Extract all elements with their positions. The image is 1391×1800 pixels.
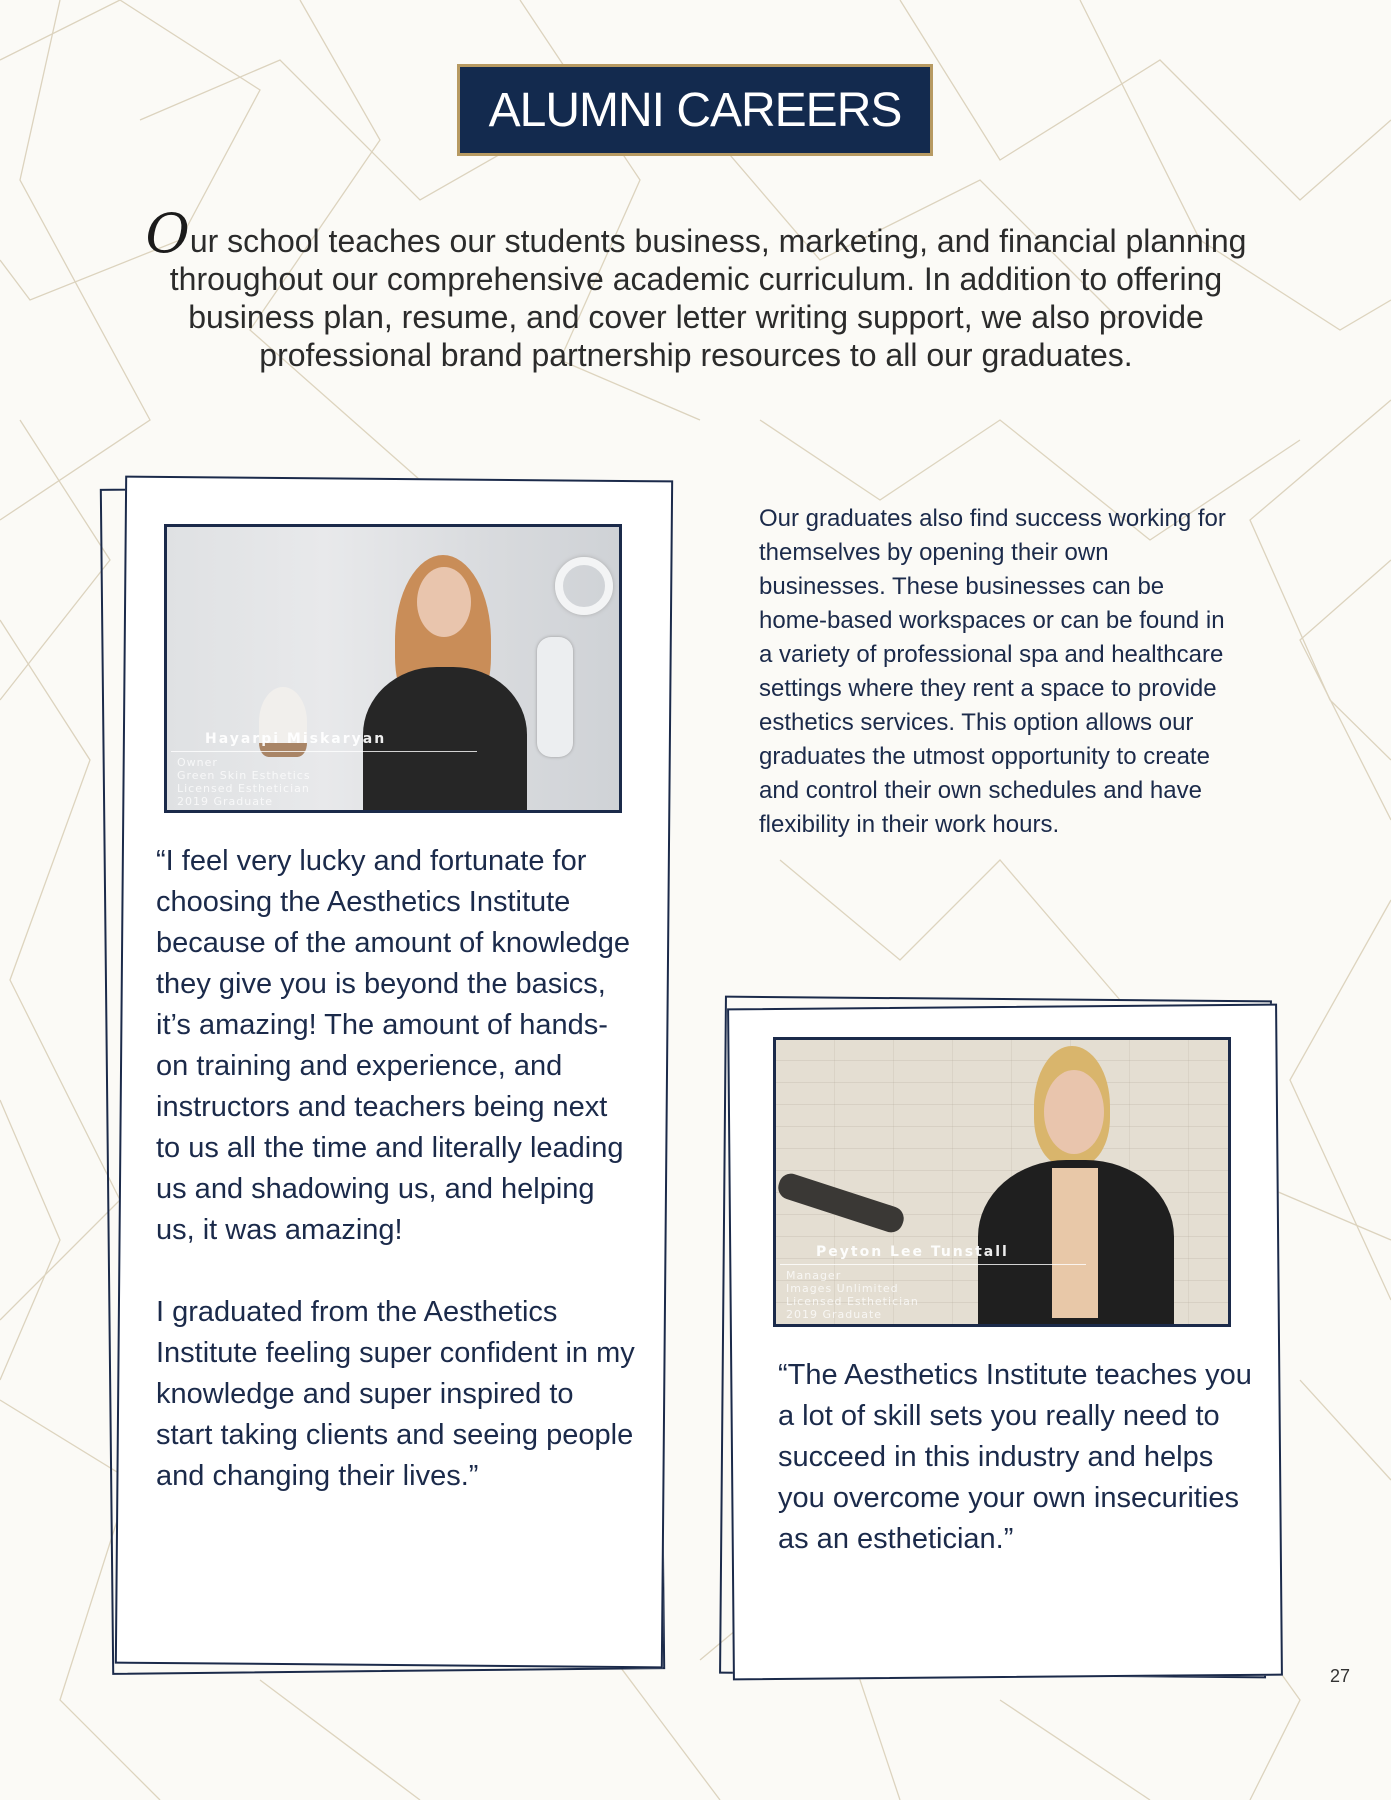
caption-license: Licensed Esthetician xyxy=(786,1295,919,1308)
caption-rule xyxy=(171,751,477,752)
caption-company: Green Skin Esthetics xyxy=(177,769,311,782)
quote-1-paragraph-1: “I feel very lucky and fortunate for choosing the Aesthetics Institute because of the amount of knowledge they give you is beyond the basics, it’s amazing! The amount of hands-on training and experience, and instructors and teachers being next to us all the time and literally leading us and shadowing us, and helping us, it was amazing! xyxy=(156,845,630,1246)
caption-graduate-year: 2019 Graduate xyxy=(177,795,274,808)
equipment-arm xyxy=(775,1171,907,1236)
lamp-icon xyxy=(555,557,613,615)
title-banner xyxy=(457,64,933,156)
graduate-business-paragraph: Our graduates also find success working for themselves by opening their own businesses. These businesses can be home-based workspaces or can be found in a variety of professional spa and healthcare settings where they rent a space to provide esthetics services. This option allows our graduates the utmost opportunity to create and control their own schedules and have flexibility in their work hours. xyxy=(759,505,1226,838)
caption-graduate-year: 2019 Graduate xyxy=(786,1308,883,1321)
quote-1-paragraph-2: I graduated from the Aesthetics Institute feeling super confident in my knowledge and super inspired to start taking clients and seeing people and changing their lives.” xyxy=(156,1296,635,1492)
photo-caption-1 xyxy=(177,731,477,808)
page-number: 27 xyxy=(1330,1666,1351,1686)
person-face xyxy=(1044,1070,1104,1154)
intro-paragraph xyxy=(120,202,1272,374)
drop-initial: O xyxy=(145,202,190,265)
testimonial-quote-1 xyxy=(156,841,636,1497)
testimonial-quote-2 xyxy=(778,1355,1258,1560)
caption-company: Images Unlimited xyxy=(786,1282,899,1295)
caption-name: Peyton Lee Tunstall xyxy=(816,1244,1009,1260)
caption-license: Licensed Esthetician xyxy=(177,782,310,795)
person-face xyxy=(417,567,471,637)
quote-2-text: “The Aesthetics Institute teaches you a lot of skill sets you really need to succeed in this industry and helps you overcome your own insecurities as an esthetician.” xyxy=(778,1359,1252,1555)
page-title: ALUMNI CAREERS xyxy=(488,83,902,137)
caption-name: Hayarpi Miskaryan xyxy=(205,731,387,747)
caption-rule xyxy=(780,1264,1086,1265)
photo-hayarpi-miskaryan xyxy=(164,524,622,813)
caption-role: Manager xyxy=(786,1269,842,1282)
caption-role: Owner xyxy=(177,756,218,769)
intro-text: ur school teaches our students business, marketing, and financial planning throughout our comprehensive academic curriculum. In addition to offering business plan, resume, and cover letter writing support, we also provide professional brand partnership resources to all our graduates. xyxy=(169,223,1247,373)
photo-caption-2 xyxy=(786,1244,1086,1321)
photo-peyton-lee-tunstall xyxy=(773,1037,1231,1327)
equipment-arm xyxy=(537,637,573,757)
